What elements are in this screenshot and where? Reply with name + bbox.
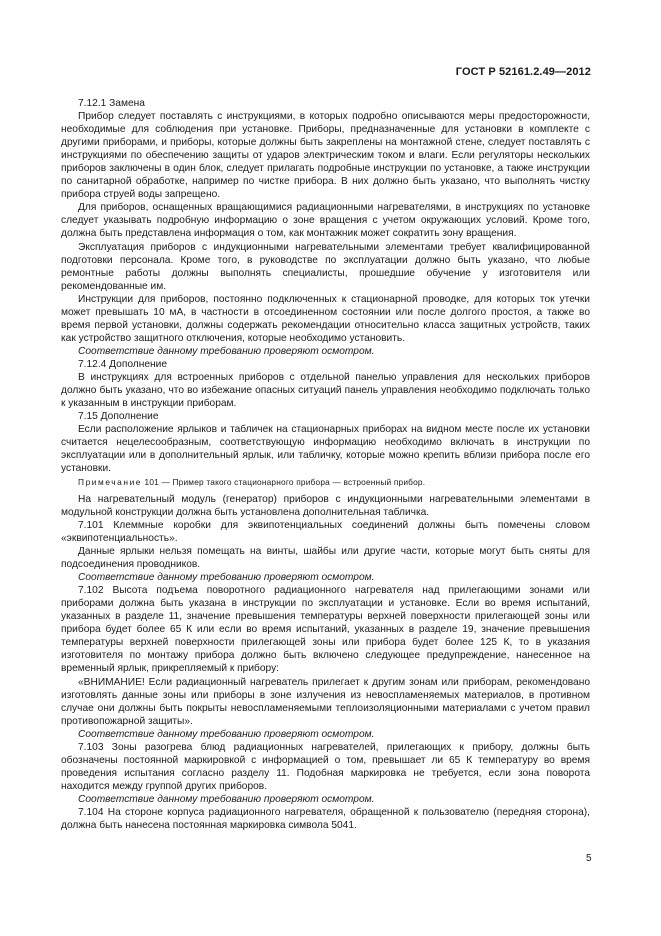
paragraph: В инструкциях для встроенных приборов с отдельной панелью управления для нескольких приборов должно быть указано, что во избежание опасных ситуаций панель управления необходимо подключать только к указанным в инструкции приборам. <box>61 371 590 410</box>
compliance-statement: Соответствие данному требованию проверяют осмотром. <box>78 728 375 740</box>
section-heading-7-12-1: 7.12.1 Замена <box>78 98 145 109</box>
paragraph-7-104: 7.104 На стороне корпуса радиационного нагревателя, обращенной к пользователю (передняя сторона), должна быть нанесена постоянная маркировка символа 5041. <box>61 806 590 832</box>
compliance-statement: Соответствие данному требованию проверяют осмотром. <box>78 793 375 805</box>
note-label: Примечание <box>78 477 143 488</box>
paragraph: Для приборов, оснащенных вращающимися радиационными нагревателями, в инструкциях по установке следует указывать подробную информацию о зоне вращения с учетом окружающих условий. Кроме того, должна быть представлена информация о том, как монтажник может сократить зону вращения. <box>61 202 590 240</box>
note-101 <box>61 477 590 489</box>
paragraph: Инструкции для приборов, постоянно подключенных к стационарной проводке, для которых ток утечки может превышать 10 мА, в частности в отсоединенном состоянии или после долгого простоя, а также во время первой установки, должны содержать рекомендации относительно класса защитных устройств, таких как устройство защитного отключения, которые необходимо установить. <box>61 293 590 344</box>
warning-quote: «ВНИМАНИЕ! Если радиационный нагреватель прилегает к другим зонам или приборам, рекомендовано изготовлять данные зоны или приборы в зоне излучения из невоспламеняемых материалов, в противном случае они должны быть покрыты невоспламеняемыми теплоизоляционными материалами с учетом правил противопожарной защиты». <box>61 676 590 727</box>
page-header-standard: ГОСТ Р 52161.2.49—2012 <box>455 66 591 78</box>
document-body <box>61 97 590 832</box>
note-text: 101 — Пример такого стационарного прибора — встроенный прибор. <box>144 477 426 488</box>
paragraph: Эксплуатация приборов с индукционными нагревательными элементами требует квалифицированной подготовки персонала. Кроме того, в руководстве по эксплуатации должно быть указано, что любые ремонтные работы должны выполнять специалисты, прошедшие обучение у изготовителя или рекомендованные им. <box>61 241 590 292</box>
compliance-statement: Соответствие данному требованию проверяют осмотром. <box>78 345 375 357</box>
paragraph: Прибор следует поставлять с инструкциями, в которых подробно описываются меры предосторожности, необходимые для соблюдения при установке. Приборы, предназначенные для установки в комплекте с другими приборами, и приборы, которые должны быть закреплены на монтажной стене, следует поставлять с инструкциями по обеспечению защиты от ударов электрическим током и влаги. Если регуляторы нескольких приборов заключены в один блок, следует прилагать подробные инструкции по установке, а также инструкции по санитарной обработке, например по чистке прибора. В них должно быть указано, что выполнять чистку прибора струей воды запрещено. <box>61 111 590 201</box>
page-number: 5 <box>586 853 592 864</box>
paragraph-7-102: 7.102 Высота подъема поворотного радиационного нагревателя над прилегающими зонами или приборами должна быть указана в инструкции по эксплуатации и установке. Если во время испытаний, указанных в разделе 11, значение превышения температуры верхней поверхности прилегающей зоны или прибора будет более 65 К или если во время испытаний, указанных в разделе 19, значение превышения температуры верхней поверхности прилегающей зоны или прибора будет более 125 К, то в указания изготовителя по монтажу прибора должно быть включено следующее предупреждение, нанесенное на временный ярлык, прикрепляемый к прибору: <box>61 585 590 675</box>
paragraph: На нагревательный модуль (генератор) приборов с индукционными нагревательными элементами в модульной конструкции должна быть установлена дополнительная табличка. <box>61 493 590 518</box>
paragraph: Если расположение ярлыков и табличек на стационарных приборах на видном месте после их установки считается нецелесообразным, соответствующую информацию необходимо включать в инструкции по эксплуатации или в дополнительный ярлык, или табличку, которые можно крепить вблизи прибора после его установки. <box>61 424 590 475</box>
paragraph: Данные ярлыки нельзя помещать на винты, шайбы или другие части, которые могут быть сняты для подсоединения проводников. <box>61 546 590 571</box>
compliance-statement: Соответствие данному требованию проверяют осмотром. <box>78 572 375 584</box>
section-heading-7-15: 7.15 Дополнение <box>78 411 159 423</box>
paragraph-7-103: 7.103 Зоны разогрева блюд радиационных нагревателей, прилегающих к прибору, должны быть обозначены постоянной маркировкой с информацией о том, превышает ли 65 К температуру во время проведения испытания согласно разделу 11. Подобная маркировка не требуется, если зона поворота находится между группой других приборов. <box>61 741 590 792</box>
section-heading-7-12-4: 7.12.4 Дополнение <box>78 358 168 370</box>
paragraph-7-101: 7.101 Клеммные коробки для эквипотенциальных соединений должны быть помечены словом «эквипотенциальность». <box>61 519 590 544</box>
